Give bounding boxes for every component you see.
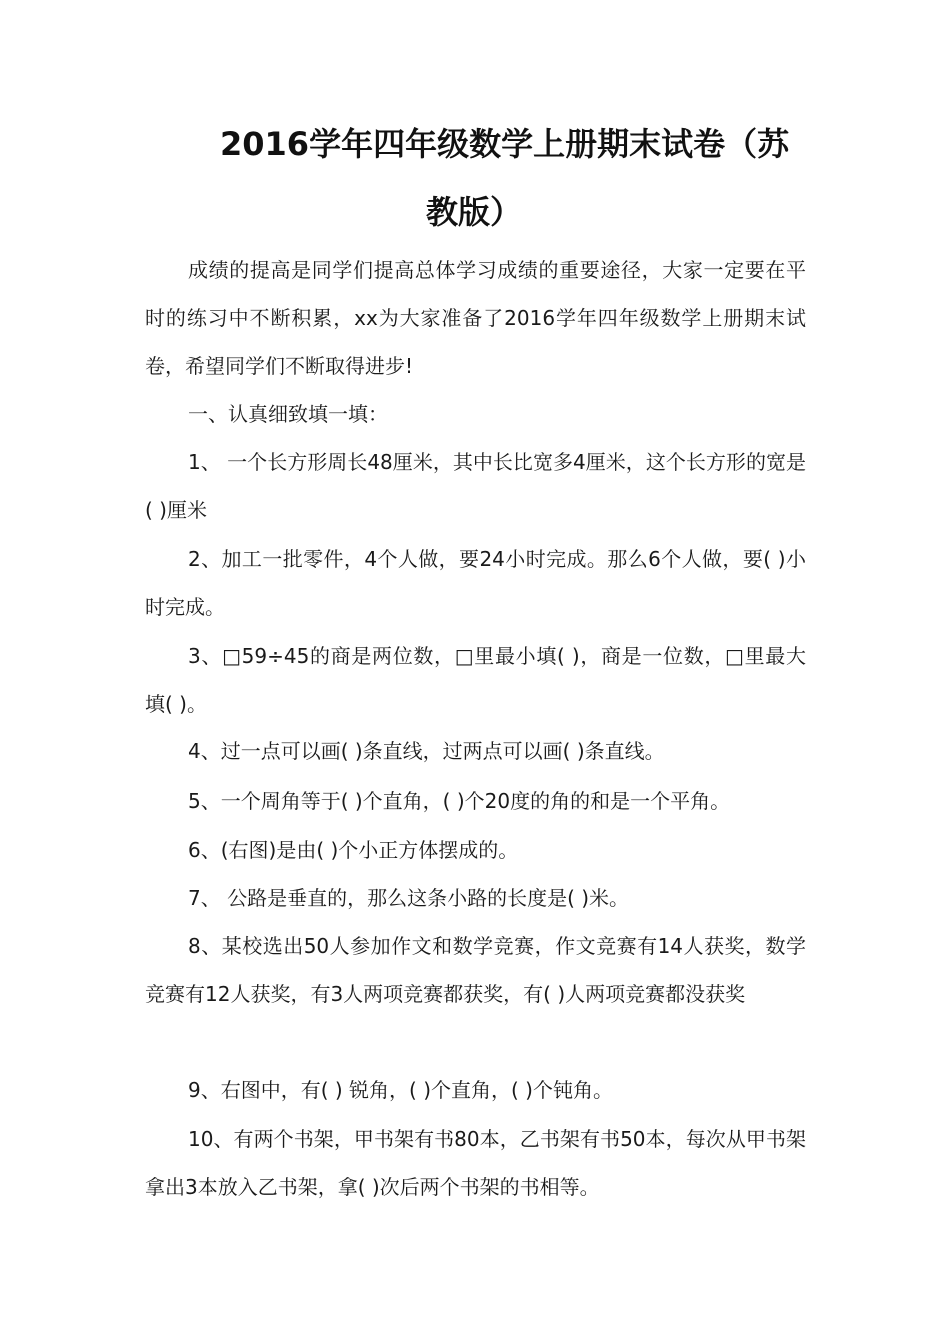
intro-paragraph: 成绩的提高是同学们提高总体学习成绩的重要途径，大家一定要在平时的练习中不断积累，xx为大家准备了2016学年四年级数学上册期末试卷，希望同学们不断取得进步!: [145, 258, 806, 378]
question-4: 4、过一点可以画( )条直线，过两点可以画( )条直线。: [188, 739, 665, 763]
question-5: 5、一个周角等于( )个直角，( )个20度的角的和是一个平角。: [188, 789, 731, 813]
section-heading: 一、认真细致填一填：: [188, 402, 388, 426]
question-8: 8、某校选出50人参加作文和数学竞赛，作文竞赛有14人获奖，数学竞赛有12人获奖，有3人两项竞赛都获奖，有( )人两项竞赛都没获奖: [145, 934, 806, 1006]
question-7: 7、 公路是垂直的，那么这条小路的长度是( )米。: [188, 886, 630, 910]
question-2: 2、加工一批零件，4个人做，要24小时完成。那么6个人做，要( )小时完成。: [145, 547, 806, 619]
question-1: 1、 一个长方形周长48厘米，其中长比宽多4厘米，这个长方形的宽是( )厘米: [145, 450, 806, 522]
question-10: 10、有两个书架，甲书架有书80本，乙书架有书50本，每次从甲书架拿出3本放入乙书架，拿( )次后两个书架的书相等。: [145, 1127, 806, 1199]
question-6: 6、(右图)是由( )个小正方体摆成的。: [188, 838, 519, 862]
document-title-line-2: 教版）: [426, 193, 523, 231]
question-9: 9、右图中，有( ) 锐角，( )个直角，( )个钝角。: [188, 1078, 613, 1102]
document-title-line-1: 2016学年四年级数学上册期末试卷（苏: [220, 125, 790, 163]
question-3: 3、□59÷45的商是两位数，□里最小填( )，商是一位数，□里最大填( )。: [145, 644, 806, 716]
